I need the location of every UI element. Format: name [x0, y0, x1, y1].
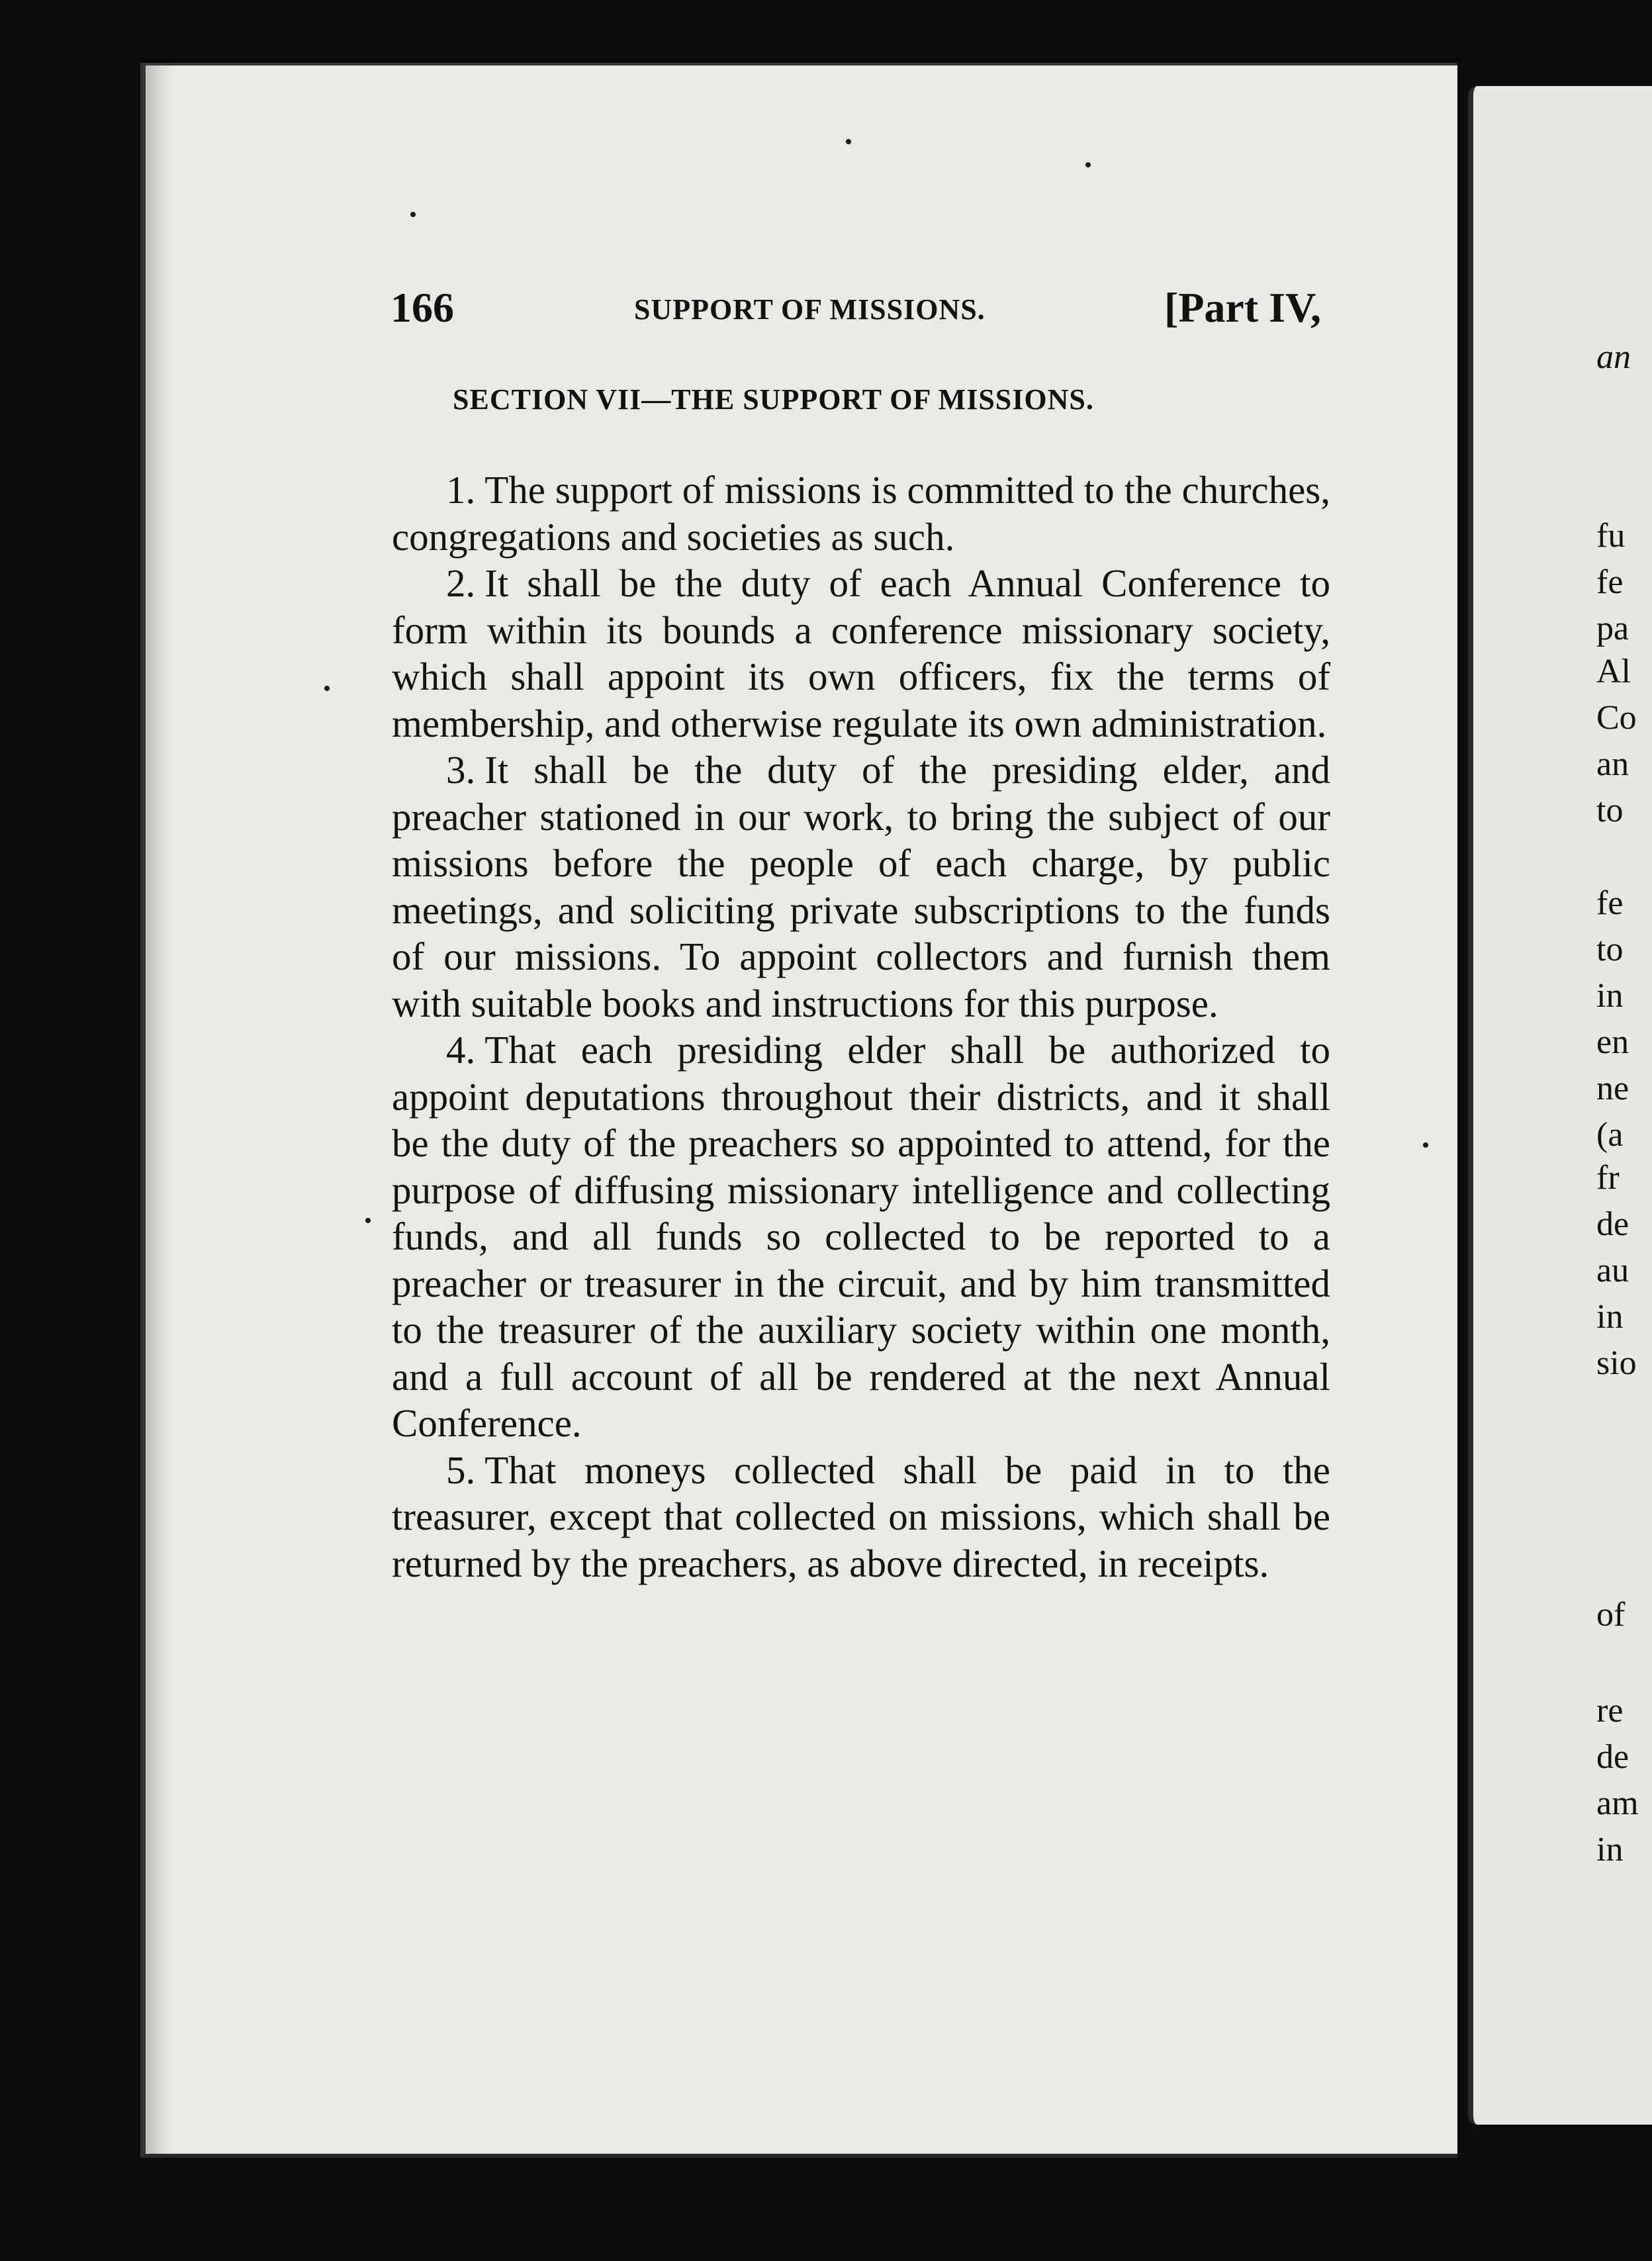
paragraph-number: 5. — [446, 1448, 476, 1492]
paragraph-text: That moneys collected shall be paid in to the treasurer, except that collected on missions, which shall be returned by the preachers, as above directed, in receipts. — [392, 1448, 1330, 1585]
adjacent-page-fragment: to — [1596, 931, 1624, 968]
adjacent-page-fragment: in — [1596, 1831, 1624, 1869]
adjacent-page-fragment: to — [1596, 792, 1624, 829]
paragraph-4 — [392, 1027, 1330, 1447]
adjacent-page-fragment: en — [1596, 1023, 1629, 1061]
paragraph-text: The support of missions is committed to the churches, congregations and societies as such. — [392, 468, 1330, 559]
adjacent-page-fragment: an — [1596, 745, 1629, 783]
paragraph-number: 2. — [446, 561, 476, 605]
adjacent-page-fragment: am — [1596, 1784, 1639, 1822]
scan-speck — [324, 686, 330, 691]
adjacent-page-fragment: de — [1596, 1205, 1629, 1243]
adjacent-page-fragment: Al — [1596, 653, 1631, 690]
paragraph-3 — [392, 747, 1330, 1027]
adjacent-page-fragment: in — [1596, 1298, 1624, 1336]
adjacent-page-fragment: fu — [1596, 517, 1626, 555]
adjacent-page-fragment: of — [1596, 1596, 1626, 1634]
adjacent-page-fragment: sio — [1596, 1344, 1637, 1382]
paragraph-text: It shall be the duty of the presiding elder, and preacher stationed in our work, to bring the subject of our missions before the people of each charge, by public meetings, and soliciting private subscriptions to the funds of our missions. To appoint collectors and furnish them with suitable books and instructions for this purpose. — [392, 748, 1330, 1025]
paragraph-5 — [392, 1447, 1330, 1587]
adjacent-page-fragment: de — [1596, 1738, 1629, 1776]
paragraph-text: It shall be the duty of each Annual Conference to form within its bounds a conference missionary society, which shall appoint its own officers, fix the terms of membership, and otherwise regulate its own administration. — [392, 561, 1330, 745]
scan-speck — [410, 212, 416, 217]
adjacent-page-fragment: (a — [1596, 1116, 1624, 1154]
adjacent-page-fragment: au — [1596, 1252, 1629, 1289]
scan-speck — [1423, 1142, 1428, 1148]
paragraph-number: 1. — [446, 468, 476, 512]
page-gutter-shadow — [146, 66, 172, 2154]
running-header — [390, 283, 1330, 336]
part-label: [Part IV, — [1164, 284, 1321, 331]
adjacent-page-fragment: ne — [1596, 1070, 1629, 1107]
paragraph-number: 3. — [446, 748, 476, 792]
adjacent-page-fragment: re — [1596, 1692, 1624, 1730]
adjacent-page-fragment: in — [1596, 977, 1624, 1015]
adjacent-page-fragment: an — [1596, 338, 1631, 376]
paragraph-1 — [392, 467, 1330, 560]
body-text — [392, 467, 1330, 1587]
adjacent-page-fragment: fe — [1596, 563, 1624, 601]
paragraph-number: 4. — [446, 1028, 476, 1072]
scan-speck — [365, 1218, 371, 1223]
adjacent-page-fragment: pa — [1596, 610, 1629, 647]
adjacent-page-edge — [1468, 86, 1652, 2125]
running-title: SUPPORT OF MISSIONS. — [634, 293, 986, 326]
adjacent-page-fragment: fe — [1596, 884, 1624, 922]
page-number: 166 — [390, 284, 454, 331]
scan-speck — [1085, 162, 1091, 167]
paragraph-2 — [392, 560, 1330, 747]
adjacent-page-fragment: fr — [1596, 1159, 1620, 1197]
section-heading: SECTION VII—THE SUPPORT OF MISSIONS. — [453, 383, 1094, 416]
scan-speck — [846, 139, 851, 144]
adjacent-page-fragment: Co — [1596, 699, 1637, 737]
paragraph-text: That each presiding elder shall be authorized to appoint deputations throughout their districts, and it shall be the duty of the preachers so appointed to attend, for the purpose of diffusing missionary intelligence and collecting funds, and all funds so collected to be reported to a preacher or treasurer in the circuit, and by him transmitted to the treasurer of the auxiliary society within one month, and a full account of all be rendered at the next Annual Conference. — [392, 1028, 1330, 1445]
